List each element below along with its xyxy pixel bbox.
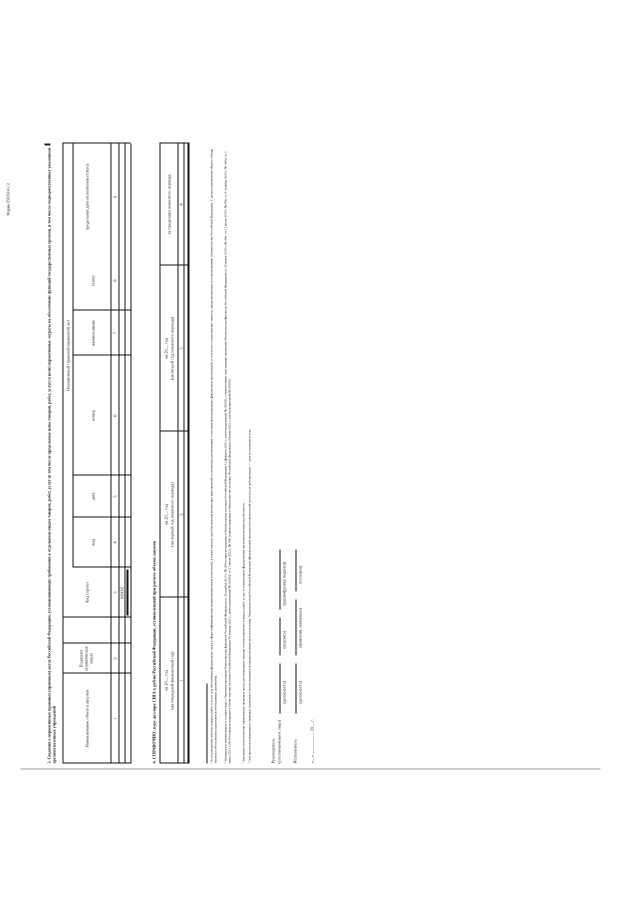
s4-num-2: 2 bbox=[178, 512, 183, 516]
executor-phone-caption: (телефон) bbox=[297, 565, 302, 583]
scan-edge-line bbox=[20, 768, 600, 769]
sub-header-data: дата bbox=[90, 492, 95, 500]
col-header-object: Наименование объекта закупки bbox=[84, 689, 89, 747]
executor-label: Исполнитель bbox=[292, 738, 297, 763]
executor-position-caption: (должность) bbox=[297, 680, 302, 703]
document-page bbox=[0, 130, 640, 775]
s4-h2-sub: (на первый год планового периода) bbox=[169, 481, 174, 547]
sub-header-naim: наименование bbox=[90, 319, 95, 346]
sub-header-nomer: номер bbox=[90, 409, 95, 421]
sub-header-status: статус bbox=[90, 274, 95, 286]
col-num-8: 8 bbox=[112, 278, 117, 282]
s4-num-3: 3 bbox=[178, 346, 183, 350]
footnote-4: ⁴ Для проектов нормативных правовых (правовых) актов указывается предполагаемая дата вступления. Правительством Российской Федерации (федеральным органом исполнительной власти) для действующих — дата вступления в силу. bbox=[247, 428, 251, 763]
head-sign-caption: (подпись) bbox=[281, 630, 286, 648]
col-num-9: 9 bbox=[112, 195, 117, 198]
footnote-2: ² Указывается наименование в соответствии с Перечнем программ Министерства финансов Российской Федерации от 29 ноября 2017 г. № 209н (зарегистрирован в Министерстве юстиции Российской Федерации 12 февраля 2018 г., регистрационный № 50003), с изменениями, внесенными приказами Министерства финансов Российской Федерации от 28 марта 2019 г. № 49н, от 11 июня 2019 г. № 85н, от 8 октября 2020 г. № 240н, от 1 марта 2021 г. № 96н (зарегистрирован в Министерстве юстиции Российской Федерации 30 апреля 2021 г., регистрационный № 63295), от 21 июня 2022 г. № 98н (зарегистрирован в Министерстве юстиции Российской Федерации 20 июля 2022 г., регистрационный № 69296). bbox=[223, 150, 232, 763]
form-code: Форма 0503514 с.3 bbox=[5, 182, 10, 215]
col-header-subitem: Подпункт нормативных затрат bbox=[78, 645, 93, 671]
footnote-3: ³ Заполняется при наличии нормативных правовых актов, регулирующих закупки соответствующих товаров, работ, услуг, установленных федеральным органом исполнительной власти. bbox=[241, 502, 245, 763]
scan-mark bbox=[44, 144, 50, 146]
col-header-row-code: Код строки bbox=[84, 581, 89, 603]
s4-h4: за пределами планового периода bbox=[166, 174, 171, 234]
signature-date: «__» __________ 20__ г. bbox=[309, 718, 314, 763]
row-code-value: 000001 bbox=[119, 585, 124, 599]
col-num-4: 4 bbox=[112, 540, 117, 544]
col-num-1: 1 bbox=[112, 716, 117, 720]
s4-h1-sub: (на очередной финансовый год) bbox=[169, 650, 174, 710]
head-decoding-caption: (расшифровка подписи) bbox=[281, 561, 286, 605]
s4-h3-sub: (на второй год планового периода) bbox=[169, 316, 174, 380]
s4-h3-year: на 20__ год bbox=[163, 337, 168, 359]
s4-h1-year: на 20__ год bbox=[163, 669, 168, 691]
head-position-caption: (должность) bbox=[281, 680, 286, 703]
head-label: Руководитель bbox=[270, 738, 275, 763]
col-num-6: 6 bbox=[112, 413, 117, 417]
s4-h2-year: на 20__ год bbox=[163, 503, 168, 525]
col-num-7: 7 bbox=[112, 331, 117, 334]
col-num-2: 2 bbox=[112, 656, 117, 660]
col-num-5: 5 bbox=[112, 494, 117, 498]
sub-header-predel: предельная дата исполнения статуса bbox=[84, 163, 89, 230]
head-sublabel: (уполномоченное лицо) bbox=[276, 719, 281, 763]
col-num-3: 3 bbox=[112, 590, 117, 594]
footnote-1: ¹ За исключением закупок товаров, работ и услуг для обеспечения федеральных нужд в сфере информационно-коммуникационных технологий, а также закупок для обеспечения реализации мероприятий по проектам, реализуемым с участием международных финансовых организаций, в том числе осуществление закупок, предусмотренных постановлениями Правительства Российской Федерации. С целью определения общего объема закупок к обоснованию прилагаются необходимые документы. bbox=[209, 148, 218, 763]
sub-header-vid: вид bbox=[90, 538, 95, 546]
s4-num-1: 1 bbox=[178, 678, 183, 682]
s4-num-4: 4 bbox=[178, 202, 183, 206]
group-header-act: Нормативный правовой (правовой) акт bbox=[65, 319, 70, 391]
section3-title: 3. Сведения о нормативных правовых (правовых) актах Российской Федерации, устанавливающих требования к отдельным видам товаров, работ, услуг (в том числе предельные цены товаров, работ, услуг) и (или) нормативные затраты на обеспечение функций государственных органов, в том числе подведомственных указанным органам казенных учреждений bbox=[46, 147, 57, 763]
executor-fio-caption: (фамилия, инициалы) bbox=[297, 607, 302, 647]
section4-title: 4. СПРАВОЧНО: курс доллара США к рублю Российской Федерации, установленный при расчете объема закупок bbox=[151, 540, 156, 763]
